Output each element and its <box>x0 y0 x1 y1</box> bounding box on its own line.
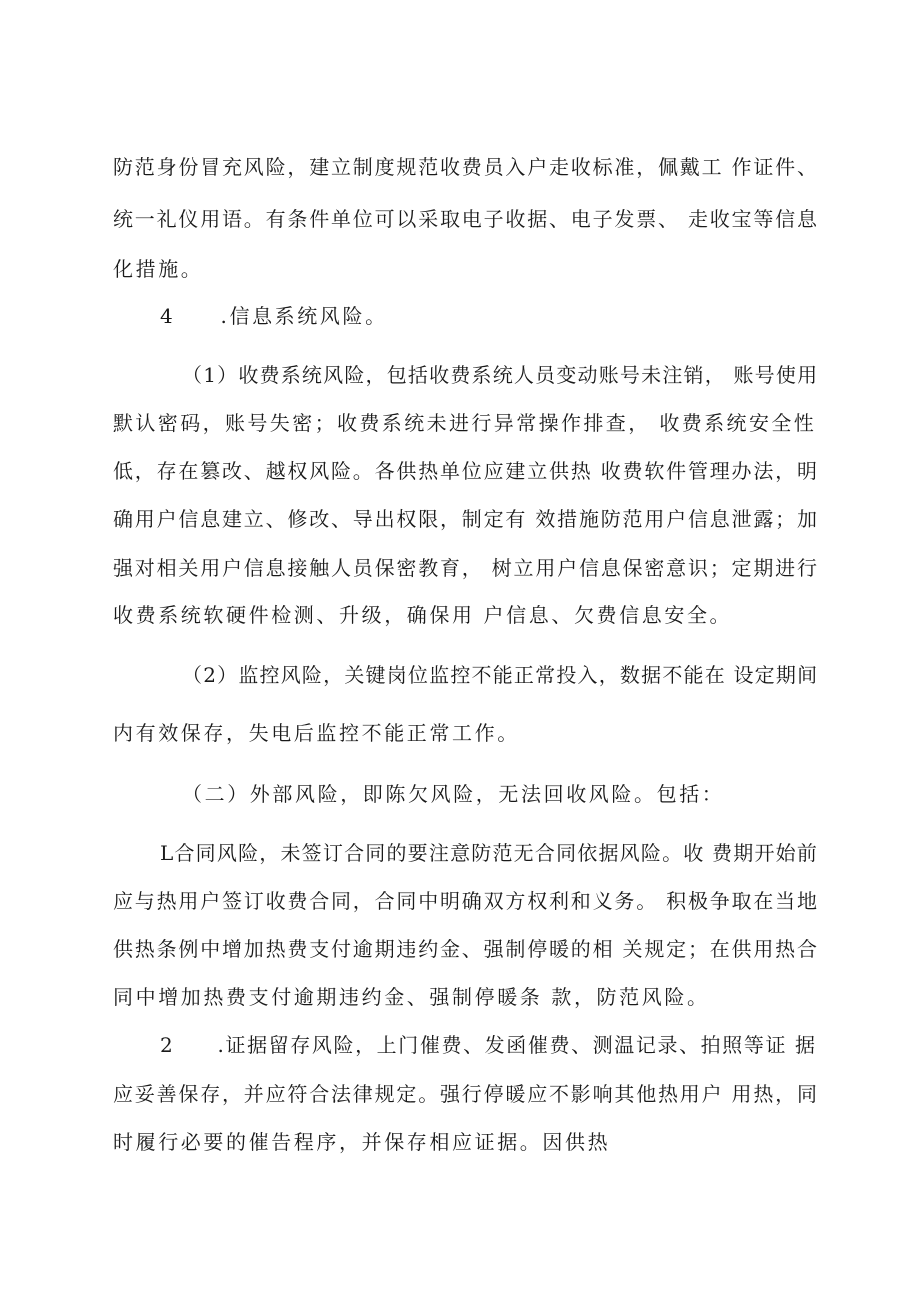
paragraph-line: 默认密码，账号失密；收费系统未进行异常操作排查， 收费系统安全性 <box>113 411 817 435</box>
paragraph-line: 收费系统软硬件检测、升级，确保用 户信息、欠费信息安全。 <box>113 603 733 627</box>
paragraph-line: 强对相关用户信息接触人员保密教育， 树立用户信息保密意识；定期进行 <box>113 556 819 580</box>
paragraph-line: （2）监控风险，关键岗位监控不能正常投入，数据不能在 设定期间 <box>182 663 819 687</box>
paragraph-line: 防范身份冒充风险，建立制度规范收费员入户走收标准，佩戴工 作证件、 <box>113 155 819 179</box>
section-heading: 4 .信息系统风险。 <box>160 304 388 328</box>
paragraph-line: 内有效保存，失电后监控不能正常工作。 <box>113 721 520 745</box>
paragraph-line: 2 .证据留存风险，上门催费、发函催费、测温记录、拍照等证 据 <box>160 1033 817 1057</box>
paragraph-line: 供热条例中增加热费支付逾期违约金、强制停暖的相 关规定；在供用热合 <box>113 937 819 961</box>
paragraph-line: L合同风险，未签订合同的要注意防范无合同依据风险。收 费期开始前 <box>160 841 819 865</box>
paragraph-line: 统一礼仪用语。有条件单位可以采取电子收据、电子发票、 走收宝等信息 <box>113 207 819 231</box>
paragraph-line: 化措施。 <box>113 257 204 281</box>
paragraph-line: 低，存在篡改、越权风险。各供热单位应建立供热 收费软件管理办法，明 <box>113 459 819 483</box>
paragraph-line: （1）收费系统风险，包括收费系统人员变动账号未注销， 账号使用 <box>182 363 819 387</box>
paragraph-line: 应与热用户签订收费合同，合同中明确双方权利和义务。 积极争取在当地 <box>113 889 819 913</box>
paragraph-line: 确用户信息建立、修改、导出权限，制定有 效措施防范用户信息泄露；加 <box>113 507 819 531</box>
section-heading: （二）外部风险，即陈欠风险，无法回收风险。包括： <box>182 782 725 806</box>
paragraph-line: 应妥善保存，并应符合法律规定。强行停暖应不影响其他热用户 用热，同 <box>113 1082 819 1106</box>
paragraph-line: 时履行必要的催告程序，并保存相应证据。因供热 <box>113 1130 611 1154</box>
paragraph-line: 同中增加热费支付逾期违约金、强制停暖条 款，防范风险。 <box>113 985 710 1009</box>
